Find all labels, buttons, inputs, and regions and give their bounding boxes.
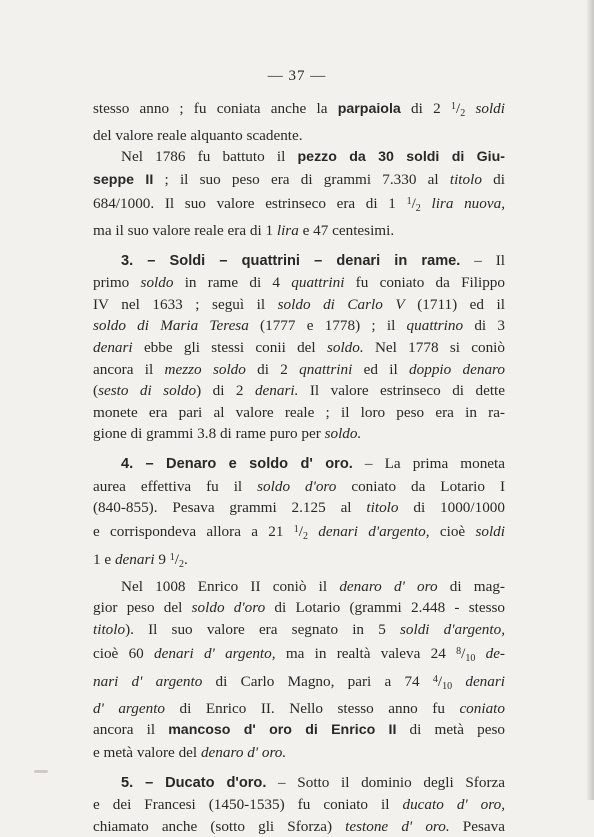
text-run: /: [455, 100, 461, 117]
text-run: testone d' oro.: [345, 817, 450, 835]
text-line: [93, 597, 505, 619]
text-line: [93, 125, 505, 147]
text-run: soldo di Carlo V: [277, 295, 405, 313]
text-run: e dei Francesi (1450-1535) fu coniato il: [93, 796, 403, 814]
text-run: in rame di 4: [173, 274, 292, 292]
text-run: coniato da Lotario I: [336, 477, 506, 495]
text-run: e metà valore del: [93, 744, 201, 762]
text-run: ). Il suo valore era segnato in 5: [125, 621, 400, 639]
text-run: coniato: [459, 699, 505, 717]
text-run: IV nel 1633 ; seguì il: [93, 295, 278, 313]
text-run: 2: [415, 203, 421, 215]
text-line: [93, 220, 505, 242]
text-run: ma il suo valore reale era di 1: [93, 221, 277, 239]
text-run: di mag-: [437, 577, 505, 595]
text-run: 684/1000. Il suo valore estrinseco era di 1: [93, 195, 407, 213]
text-run: lira nuova,: [420, 195, 505, 213]
text-run: ma in realtà valeva 24: [275, 644, 457, 662]
text-run: mancoso d' oro di Enrico II: [168, 722, 397, 739]
text-line: [93, 576, 505, 598]
text-run: 9: [154, 551, 170, 569]
text-run: di 1000/1000: [398, 499, 505, 517]
text-line: [93, 359, 505, 381]
text-run: /: [437, 673, 443, 691]
text-run: cioè 60: [93, 644, 155, 662]
text-run: fu coniato da Filippo: [344, 274, 505, 292]
text-run: soldo d'oro: [191, 599, 266, 617]
text-run: soldi: [465, 100, 505, 117]
text-line: [93, 497, 505, 519]
text-run: 1: [293, 523, 299, 535]
text-line: [93, 619, 505, 641]
text-run: 3. – Soldi – quattrini – denari in rame.: [121, 252, 461, 269]
text-run: gione di grammi 3.8 di rame puro per: [93, 425, 325, 443]
text-run: denari: [452, 673, 505, 691]
text-line: [93, 669, 505, 698]
text-run: denari: [93, 338, 133, 356]
text-run: sesto di soldo: [98, 382, 197, 400]
text-run: titolo: [93, 621, 126, 639]
text-run: ancora il: [93, 721, 169, 739]
text-run: soldo: [140, 274, 174, 292]
text-run: ed il: [352, 360, 410, 378]
text-run: 10: [465, 652, 476, 664]
text-run: di metà peso: [396, 721, 505, 739]
text-run: Il valore estrinseco di dette: [298, 382, 505, 400]
text-run: mezzo soldo: [164, 360, 246, 378]
text-run: (1777 e 1778) ; il: [248, 317, 407, 335]
text-run: ducato d' oro,: [402, 796, 505, 814]
text-run: pezzo da 30 soldi di Giu-: [297, 149, 506, 166]
text-run: stesso anno ; fu coniata anche la: [93, 100, 338, 117]
text-line: [93, 402, 505, 424]
text-line: [93, 772, 505, 795]
text-run: di: [481, 170, 505, 188]
text-line: [93, 380, 505, 402]
text-run: di Carlo Magno, pari a 74: [202, 673, 433, 691]
text-line: [93, 250, 505, 273]
text-run: denari d' argento,: [154, 644, 276, 662]
text-line: [93, 337, 505, 359]
text-line: [93, 169, 505, 192]
text-run: chiamato anche (sotto gli Sforza): [93, 817, 346, 835]
text-run: cioè: [429, 522, 476, 540]
text-line: [93, 816, 505, 837]
text-run: (1711) ed il: [404, 295, 505, 313]
text-run: 5. – Ducato d'oro.: [121, 774, 267, 791]
page-number: — 37 —: [267, 68, 327, 84]
text-run: ancora il: [93, 360, 165, 378]
text-run: /: [298, 522, 303, 540]
text-run: soldo.: [324, 425, 362, 443]
text-run: 1: [450, 101, 456, 112]
text-run: /: [174, 551, 180, 569]
text-line: [93, 476, 505, 498]
text-line: [93, 294, 505, 316]
text-line: [93, 719, 505, 742]
text-line: [93, 423, 505, 445]
text-run: quattrino: [406, 317, 464, 335]
text-line: [93, 96, 505, 125]
text-run: Nel 1786 fu battuto il: [121, 148, 298, 166]
text-run: 4. – Denaro e soldo d' oro.: [121, 455, 353, 472]
text-run: doppio denaro: [409, 360, 505, 378]
text-run: denaro d' oro.: [200, 744, 287, 762]
text-line: [93, 272, 505, 294]
text-run: seppe II: [93, 171, 154, 188]
text-run: di Lotario (grammi 2.448 - stesso: [265, 599, 506, 617]
paragraph-gap: [93, 242, 505, 250]
text-run: Nel 1008 Enrico II coniò il: [121, 577, 340, 595]
text-run: 8: [456, 645, 462, 657]
text-run: primo: [93, 274, 141, 292]
text-run: soldi: [475, 522, 505, 540]
text-line: [93, 453, 505, 476]
text-run: di 3: [463, 317, 505, 335]
text-run: denari d'argento,: [307, 522, 430, 540]
text-run: ; il suo peso era di grammi 7.330 al: [153, 170, 450, 188]
text-run: 1: [169, 552, 175, 564]
page-edge-shadow: [586, 0, 594, 800]
text-run: di Enrico II. Nello stesso anno fu: [165, 699, 460, 717]
text-run: nari d' argento: [93, 673, 203, 691]
text-run: soldo.: [326, 338, 364, 356]
body-text: [93, 96, 505, 837]
text-run: monete era pari al valore reale ; il loro peso era in ra-: [93, 403, 505, 421]
text-run: 2: [302, 530, 308, 542]
text-run: soldo di Maria Teresa: [93, 317, 249, 335]
text-run: Nel 1778 si coniò: [363, 338, 505, 356]
text-run: di 2: [245, 360, 300, 378]
text-line: [93, 794, 505, 816]
text-run: e 47 centesimi.: [298, 221, 395, 239]
paragraph-gap: [93, 445, 505, 453]
text-run: aurea effettiva fu il: [93, 477, 258, 495]
text-run: 2: [179, 559, 185, 571]
text-line: [93, 315, 505, 337]
text-run: denari: [114, 551, 155, 569]
text-run: (: [93, 382, 99, 400]
text-run: ) di 2: [196, 382, 255, 400]
text-run: lira: [276, 221, 299, 239]
text-line: [93, 519, 505, 548]
text-line: [93, 742, 505, 764]
text-line: [93, 698, 505, 720]
text-run: di 2: [400, 100, 451, 117]
text-run: denari.: [254, 382, 299, 400]
text-run: soldi d'argento,: [399, 621, 505, 639]
text-line: [93, 146, 505, 169]
text-run: 4: [432, 674, 438, 686]
text-run: – La prima moneta: [352, 454, 505, 472]
text-run: 10: [442, 681, 453, 693]
text-run: (840-855). Pesava grammi 2.125 al: [93, 499, 367, 517]
text-run: 2: [460, 108, 466, 119]
text-run: 1: [406, 196, 412, 208]
text-run: – Il: [460, 251, 505, 269]
text-run: /: [461, 644, 466, 662]
text-line: [93, 547, 505, 576]
text-run: – Sotto il dominio degli Sforza: [266, 773, 505, 791]
text-run: Pesava: [449, 817, 505, 835]
paragraph-gap: [93, 764, 505, 772]
text-run: denaro d' oro: [339, 577, 438, 595]
text-line: [93, 191, 505, 220]
text-line: [93, 641, 505, 670]
text-run: d' argento: [93, 699, 166, 717]
text-run: soldo d'oro: [257, 477, 337, 495]
text-run: del valore reale alquanto scadente.: [93, 126, 303, 144]
page-smudge: [34, 770, 48, 773]
text-run: /: [411, 195, 416, 213]
text-run: titolo: [366, 499, 399, 517]
text-run: de-: [475, 644, 505, 662]
text-run: gior peso del: [93, 599, 192, 617]
text-run: .: [184, 551, 188, 569]
text-run: qnattrini: [299, 360, 353, 378]
text-run: ebbe gli stessi conii del: [132, 338, 327, 356]
text-run: e corrispondeva allora a 21: [93, 522, 294, 540]
text-run: 1 e: [93, 551, 115, 569]
text-run: parpaiola: [337, 101, 401, 117]
text-run: quattrini: [291, 274, 345, 292]
text-run: titolo: [449, 170, 482, 188]
